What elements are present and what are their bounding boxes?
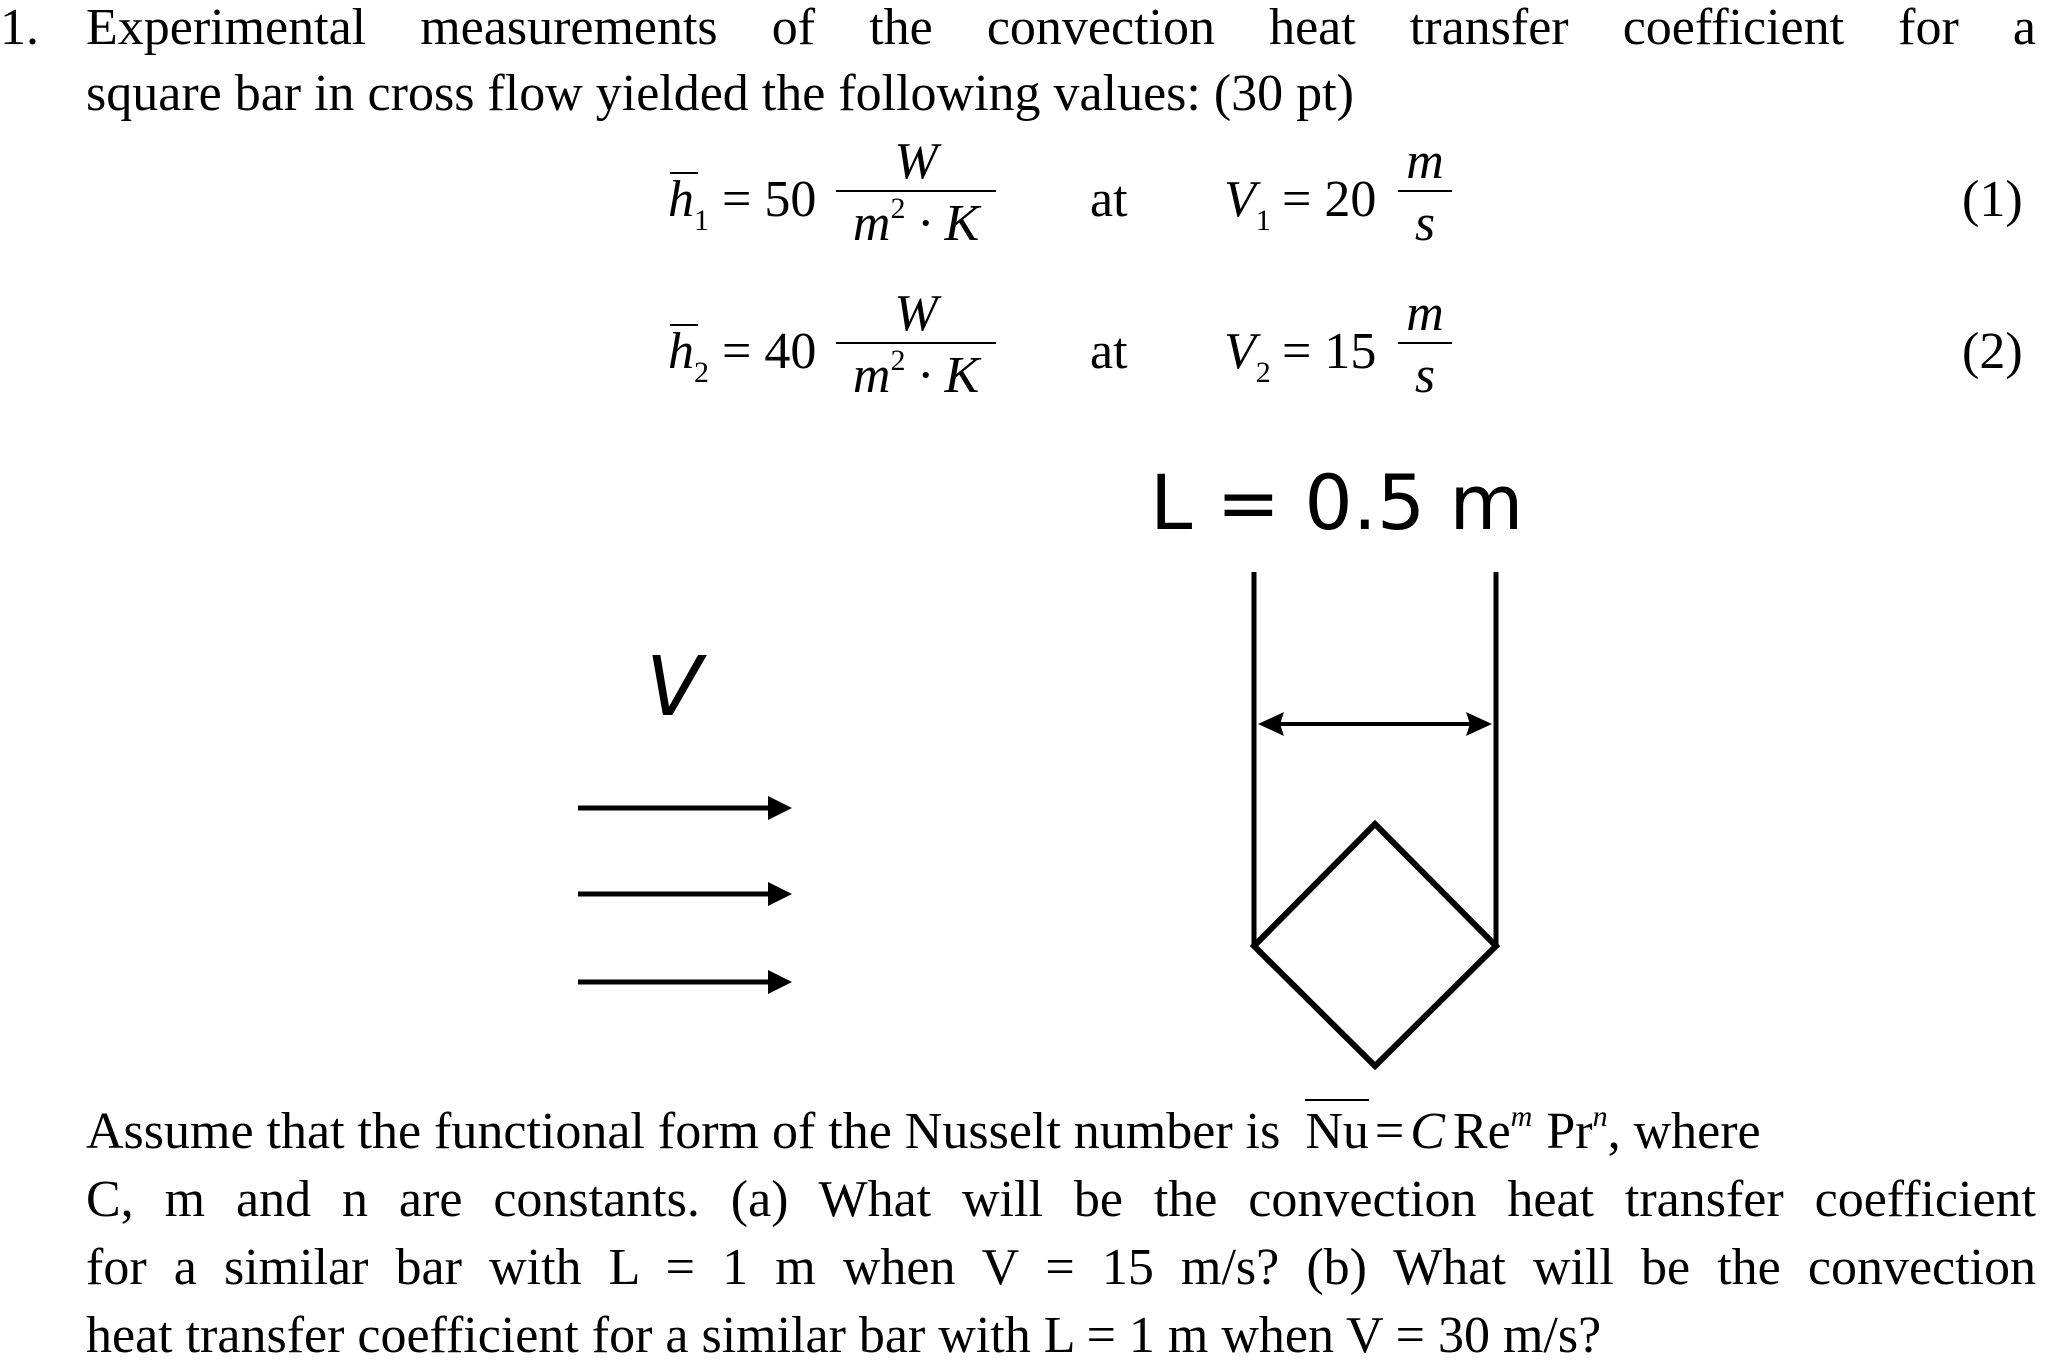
- h-symbol-2: h: [668, 323, 694, 380]
- v-sub-2: 2: [1255, 356, 1271, 389]
- v-symbol-1: V: [1224, 171, 1256, 228]
- intro-line-2: square bar in cross flow yielded the following values: (30 pt): [86, 65, 1354, 122]
- intro-line-1: Experimental measurements of the convection heat transfer coefficient for a: [86, 0, 2036, 56]
- flow-arrowhead: [768, 796, 792, 820]
- unit-den-base-1: m: [852, 195, 891, 252]
- flow-arrowhead: [768, 970, 792, 994]
- unit-den-base-2: m: [852, 347, 891, 404]
- h-sub-2: 2: [694, 356, 709, 389]
- unit-den-exp-2: 2: [890, 344, 906, 377]
- unit-den-rest-2: · K: [918, 347, 980, 404]
- h-symbol-1: h: [668, 171, 694, 228]
- v-value-1: = 20: [1282, 171, 1377, 228]
- problem-number: 1.: [0, 0, 39, 56]
- exponent-m: m: [1510, 1100, 1533, 1133]
- h-value-2: = 40: [722, 323, 817, 380]
- vunit-denominator-2: s: [1398, 342, 1452, 404]
- unit-den-rest-1: · K: [918, 195, 980, 252]
- paragraph-line-1: [86, 1098, 2036, 1173]
- flow-arrows: [578, 796, 792, 994]
- paragraph-line-1-text: Assume that the functional form of the Nusselt number is: [86, 1103, 1281, 1160]
- square-bar: [1254, 824, 1496, 1066]
- h-value-1: = 50: [722, 171, 817, 228]
- vunit-numerator-1: m: [1406, 133, 1444, 190]
- dimension-label: L = 0.5 m: [1150, 458, 1524, 547]
- paragraph-line-1-end: , where: [1607, 1103, 1761, 1160]
- h-sub-1: 1: [694, 204, 709, 237]
- exponent-n: n: [1592, 1100, 1608, 1133]
- unit-numerator-1: W: [894, 133, 938, 190]
- prandtl-symbol: Pr: [1546, 1103, 1593, 1160]
- v-sub-1: 1: [1255, 204, 1271, 237]
- velocity-label: V: [646, 640, 703, 735]
- unit-den-exp-1: 2: [890, 192, 906, 225]
- at-label-2: at: [1090, 323, 1128, 380]
- paragraph-line-4: heat transfer coefficient for a similar bar with L = 1 m when V = 30 m/s?: [86, 1307, 1602, 1364]
- equation-tag-2: (2): [1962, 323, 2023, 380]
- vunit-numerator-2: m: [1406, 285, 1444, 342]
- v-value-2: = 15: [1282, 323, 1377, 380]
- unit-numerator-2: W: [894, 285, 938, 342]
- equals-sign: =: [1374, 1103, 1405, 1160]
- vunit-denominator-1: s: [1398, 190, 1452, 252]
- constant-C: C: [1410, 1103, 1445, 1160]
- paragraph-line-2: C, m and n are constants. (a) What will be the convection heat transfer coefficient: [86, 1171, 2036, 1228]
- flow-arrowhead: [768, 882, 792, 906]
- v-symbol-2: V: [1224, 323, 1256, 380]
- reynolds-symbol: Re: [1452, 1103, 1511, 1160]
- nu-symbol: Nu: [1305, 1099, 1369, 1160]
- paragraph-line-3: for a similar bar with L = 1 m when V = 15 m/s? (b) What will be the convection: [86, 1239, 2036, 1296]
- at-label-1: at: [1090, 171, 1128, 228]
- equation-tag-1: (1): [1962, 171, 2023, 228]
